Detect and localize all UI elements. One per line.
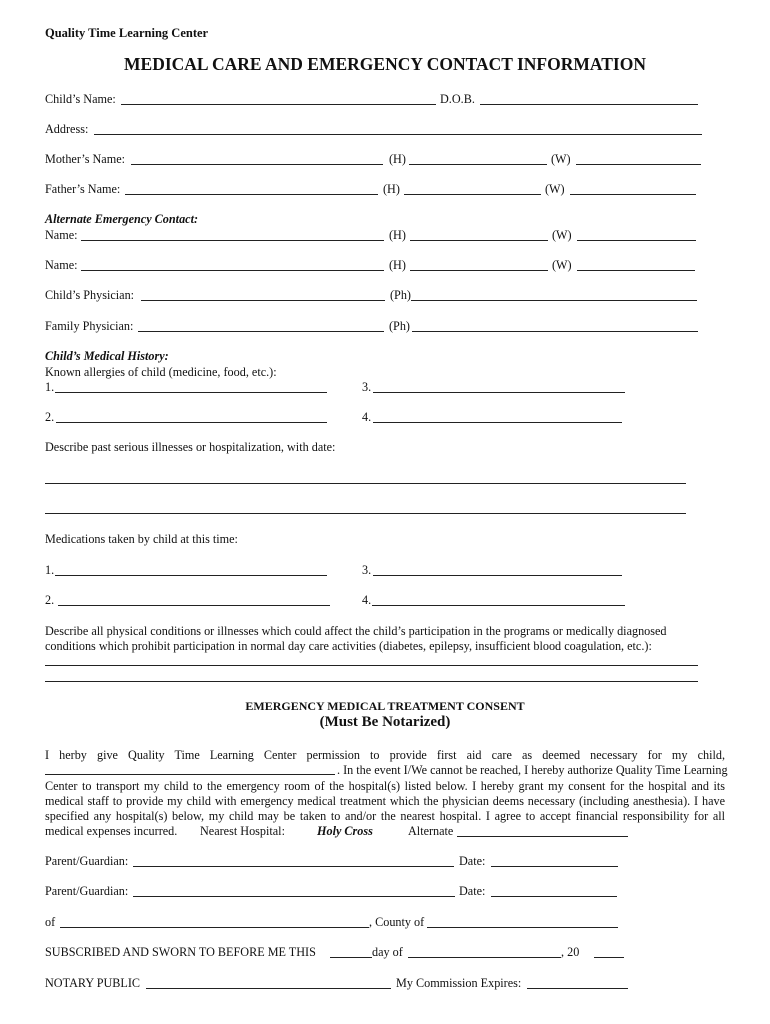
commission-expires-field[interactable] <box>527 988 628 989</box>
notary-public-label: NOTARY PUBLIC <box>45 976 141 990</box>
date-1-label: Date: <box>459 854 486 868</box>
consent-line-3: Center to transport my child to the emergency room of the hospital(s) listed below. I hereby grant my consent for the hospital and its <box>45 779 725 793</box>
alt2-home-phone-field[interactable] <box>410 270 548 271</box>
conditions-field-2[interactable] <box>45 681 698 682</box>
allergy-3-number: 3. <box>362 380 372 394</box>
child-physician-field[interactable] <box>141 300 385 301</box>
father-work-label: (W) <box>545 182 565 196</box>
father-home-label: (H) <box>383 182 400 196</box>
county-field[interactable] <box>427 927 618 928</box>
medication-2-number: 2. <box>45 593 55 607</box>
nearest-hospital-label: Nearest Hospital: <box>200 824 285 838</box>
father-work-phone-field[interactable] <box>570 194 696 195</box>
child-physician-label: Child’s Physician: <box>45 288 135 302</box>
consent-line-2: . In the event I/We cannot be reached, I hereby authorize Quality Time Learning <box>337 763 728 777</box>
parent-guardian-1-label: Parent/Guardian: <box>45 854 129 868</box>
medication-3-number: 3. <box>362 563 372 577</box>
alt1-name-label: Name: <box>45 228 78 242</box>
conditions-label-line-1: Describe all physical conditions or illnesses which could affect the child’s participation in the programs or medically diagnosed <box>45 624 667 638</box>
parent-guardian-2-label: Parent/Guardian: <box>45 884 129 898</box>
allergy-2-field[interactable] <box>56 422 327 423</box>
notary-public-field[interactable] <box>146 988 391 989</box>
allergy-2-number: 2. <box>45 410 55 424</box>
consent-line-6: medical expenses incurred. <box>45 824 178 838</box>
alt1-name-field[interactable] <box>81 240 384 241</box>
sworn-month-field[interactable] <box>408 957 561 958</box>
alt2-work-phone-field[interactable] <box>577 270 695 271</box>
family-physician-phone-field[interactable] <box>412 331 698 332</box>
child-name-consent-field[interactable] <box>45 774 335 775</box>
illnesses-label: Describe past serious illnesses or hospitalization, with date: <box>45 440 336 454</box>
consent-subtitle: (Must Be Notarized) <box>319 714 451 730</box>
of-label: of <box>45 915 56 929</box>
year-label: , 20 <box>561 945 580 959</box>
parent-guardian-1-field[interactable] <box>133 866 454 867</box>
day-of-label: day of <box>372 945 403 959</box>
allergy-3-field[interactable] <box>373 392 625 393</box>
date-1-field[interactable] <box>491 866 618 867</box>
alt2-name-label: Name: <box>45 258 78 272</box>
nearest-hospital-value: Holy Cross <box>317 824 373 838</box>
consent-line-4: medical staff to provide my child with emergency medical treatment which the physician deems necessary (including anesthesia). I have <box>45 794 725 808</box>
medication-1-number: 1. <box>45 563 55 577</box>
child-physician-phone-field[interactable] <box>411 300 697 301</box>
illnesses-field-2[interactable] <box>45 513 686 514</box>
address-label: Address: <box>45 122 89 136</box>
allergy-1-number: 1. <box>45 380 55 394</box>
medications-label: Medications taken by child at this time: <box>45 532 238 546</box>
dob-field[interactable] <box>480 104 698 105</box>
allergies-label: Known allergies of child (medicine, food, etc.): <box>45 365 277 379</box>
sworn-day-field[interactable] <box>330 957 372 958</box>
medication-1-field[interactable] <box>55 575 327 576</box>
family-physician-field[interactable] <box>138 331 384 332</box>
address-field[interactable] <box>94 134 702 135</box>
organization-name: Quality Time Learning Center <box>45 26 209 40</box>
family-physician-label: Family Physician: <box>45 319 134 333</box>
date-2-field[interactable] <box>491 896 617 897</box>
alt2-home-label: (H) <box>389 258 406 272</box>
alternate-hospital-label: Alternate <box>408 824 454 838</box>
date-2-label: Date: <box>459 884 486 898</box>
father-name-field[interactable] <box>125 194 378 195</box>
conditions-label-line-2: conditions which prohibit participation in normal day care activities (diabetes, epilepsy, insufficient blood coagulation, etc.): <box>45 639 652 653</box>
medication-4-number: 4. <box>362 593 372 607</box>
alternate-contact-heading: Alternate Emergency Contact: <box>45 212 199 226</box>
alt1-home-label: (H) <box>389 228 406 242</box>
child-name-label: Child’s Name: <box>45 92 116 106</box>
commission-expires-label: My Commission Expires: <box>396 976 522 990</box>
allergy-4-number: 4. <box>362 410 372 424</box>
dob-label: D.O.B. <box>440 92 475 106</box>
alt1-home-phone-field[interactable] <box>410 240 548 241</box>
allergy-1-field[interactable] <box>55 392 327 393</box>
of-field[interactable] <box>60 927 369 928</box>
allergy-4-field[interactable] <box>373 422 622 423</box>
medication-4-field[interactable] <box>372 605 625 606</box>
county-label: , County of <box>369 915 425 929</box>
consent-line-5: specified any hospital(s) below, my child may be taken to and/or the nearest hospital. I agree to accept financial responsibility for all <box>45 809 725 823</box>
mother-work-label: (W) <box>551 152 571 166</box>
consent-line-1: I herby give Quality Time Learning Center permission to provide first aid care as deemed necessary for my child, <box>45 748 725 762</box>
form-title: MEDICAL CARE AND EMERGENCY CONTACT INFORMATION <box>124 54 646 74</box>
alt2-work-label: (W) <box>552 258 572 272</box>
alt1-work-phone-field[interactable] <box>577 240 696 241</box>
father-home-phone-field[interactable] <box>404 194 541 195</box>
illnesses-field-1[interactable] <box>45 483 686 484</box>
medication-2-field[interactable] <box>58 605 330 606</box>
child-physician-phone-label: (Ph) <box>390 288 411 302</box>
mother-home-phone-field[interactable] <box>409 164 547 165</box>
mother-name-field[interactable] <box>131 164 383 165</box>
child-name-field[interactable] <box>121 104 436 105</box>
family-physician-phone-label: (Ph) <box>389 319 410 333</box>
mother-work-phone-field[interactable] <box>576 164 701 165</box>
alt1-work-label: (W) <box>552 228 572 242</box>
mother-name-label: Mother’s Name: <box>45 152 125 166</box>
medication-3-field[interactable] <box>373 575 622 576</box>
sworn-year-field[interactable] <box>594 957 624 958</box>
parent-guardian-2-field[interactable] <box>133 896 455 897</box>
mother-home-label: (H) <box>389 152 406 166</box>
father-name-label: Father’s Name: <box>45 182 121 196</box>
sworn-label: SUBSCRIBED AND SWORN TO BEFORE ME THIS <box>45 945 316 959</box>
conditions-field-1[interactable] <box>45 665 698 666</box>
consent-title: EMERGENCY MEDICAL TREATMENT CONSENT <box>245 699 525 713</box>
alternate-hospital-field[interactable] <box>457 836 628 837</box>
medical-history-heading: Child’s Medical History: <box>45 349 169 363</box>
alt2-name-field[interactable] <box>81 270 384 271</box>
